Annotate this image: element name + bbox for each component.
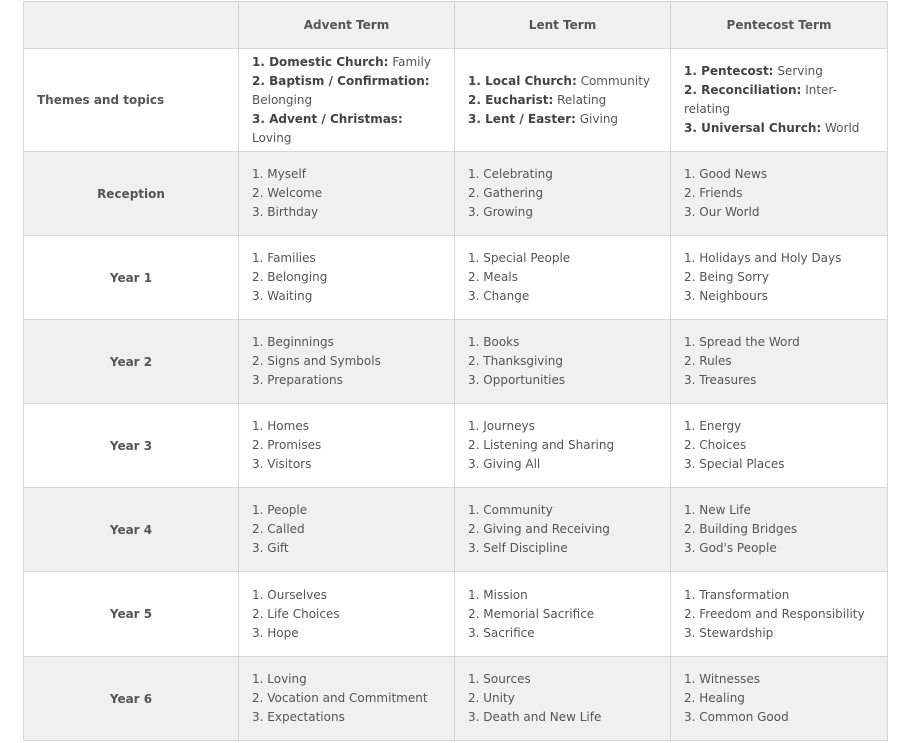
topic-item: 3. God's People (684, 541, 777, 555)
pentecost-cell (671, 404, 888, 488)
topic-item: 2. Giving and Receiving (468, 522, 610, 536)
topic-item: 2. Listening and Sharing (468, 438, 615, 452)
advent-cell (239, 404, 455, 488)
lent-cell (455, 320, 671, 404)
topic-item: 3. Neighbours (684, 289, 768, 303)
topic-item: 3. Hope (252, 625, 299, 640)
topic-item: 1. Good News (684, 167, 768, 181)
theme-item: 2. Baptism / Confirmation: Belonging (252, 73, 430, 107)
pentecost-cell (671, 572, 888, 657)
lent-cell (455, 657, 671, 741)
topic-item: 1. Holidays and Holy Days (684, 251, 842, 265)
topic-item: 3. Birthday (252, 205, 319, 219)
table-header-row (24, 2, 888, 49)
topic-item: 3. Change (468, 289, 530, 303)
lent-cell (455, 572, 671, 657)
topic-item: 1. New Life (684, 503, 751, 517)
topic-item: 3. Sacrifice (468, 625, 535, 640)
topic-item: 2. Unity (468, 691, 515, 705)
header-lent-term: Lent Term (455, 2, 671, 49)
pentecost-cell (671, 236, 888, 320)
theme-item: 2. Eucharist: Relating (468, 92, 607, 107)
pentecost-cell (671, 320, 888, 404)
themes-row (24, 49, 888, 152)
pentecost-cell (671, 152, 888, 236)
topic-item: 2. Freedom and Responsibility (684, 606, 865, 621)
table-row (24, 572, 888, 657)
theme-item: 1. Domestic Church: Family (252, 54, 431, 69)
table-row (24, 657, 888, 741)
topic-item: 3. Self Discipline (468, 541, 568, 555)
lent-cell (455, 152, 671, 236)
themes-pentecost-cell (671, 49, 888, 152)
topic-item: 1. Beginnings (252, 335, 334, 349)
topic-item: 1. Loving (252, 672, 307, 686)
topic-item: 2. Called (252, 522, 305, 536)
theme-item: 1. Local Church: Community (468, 73, 651, 88)
themes-advent-cell (239, 49, 455, 152)
row-label: Year 4 (24, 488, 239, 572)
advent-cell (239, 320, 455, 404)
topic-item: 2. Friends (684, 186, 743, 200)
header-pentecost-term: Pentecost Term (671, 2, 888, 49)
themes-lent-cell (455, 49, 671, 152)
topic-item: 1. Journeys (468, 419, 535, 433)
row-label: Year 6 (24, 657, 239, 741)
pentecost-cell (671, 657, 888, 741)
topic-item: 3. Special Places (684, 457, 785, 471)
topic-item: 2. Welcome (252, 186, 323, 200)
topic-item: 3. Stewardship (684, 625, 774, 640)
advent-cell (239, 488, 455, 572)
table-row (24, 488, 888, 572)
advent-cell (239, 152, 455, 236)
topic-item: 2. Memorial Sacrifice (468, 606, 595, 621)
topic-item: 2. Thanksgiving (468, 354, 563, 368)
table-row (24, 236, 888, 320)
table-row (24, 320, 888, 404)
topic-item: 1. Transformation (684, 587, 790, 602)
topic-item: 3. Visitors (252, 457, 312, 471)
topic-item: 1. Sources (468, 672, 531, 686)
topic-item: 3. Our World (684, 205, 760, 219)
row-label: Year 2 (24, 320, 239, 404)
topic-item: 2. Gathering (468, 186, 544, 200)
topic-item: 3. Death and New Life (468, 710, 602, 724)
themes-label: Themes and topics (24, 49, 239, 152)
topic-item: 1. People (252, 503, 308, 517)
topic-item: 2. Rules (684, 354, 732, 368)
topic-item: 2. Vocation and Commitment (252, 691, 428, 705)
topic-item: 1. Celebrating (468, 167, 553, 181)
topic-item: 3. Expectations (252, 710, 345, 724)
topic-item: 2. Building Bridges (684, 522, 798, 536)
advent-cell (239, 572, 455, 657)
lent-cell (455, 236, 671, 320)
theme-item: 1. Pentecost: Serving (684, 64, 823, 78)
topic-item: 2. Signs and Symbols (252, 354, 381, 368)
topic-item: 3. Waiting (252, 289, 313, 303)
topic-item: 2. Healing (684, 691, 745, 705)
topic-item: 2. Meals (468, 270, 518, 284)
topic-item: 1. Witnesses (684, 672, 761, 686)
theme-item: 2. Reconciliation: Inter-relating (684, 83, 837, 116)
topic-item: 2. Promises (252, 438, 322, 452)
topic-item: 1. Homes (252, 419, 309, 433)
table-row (24, 152, 888, 236)
topic-item: 1. Families (252, 251, 316, 265)
topic-item: 1. Mission (468, 587, 528, 602)
theme-item: 3. Lent / Easter: Giving (468, 111, 619, 126)
topic-item: 2. Choices (684, 438, 747, 452)
topic-item: 1. Books (468, 335, 520, 349)
topic-item: 3. Opportunities (468, 373, 566, 387)
curriculum-table (23, 1, 888, 741)
row-label: Year 1 (24, 236, 239, 320)
header-blank-cell (24, 2, 239, 49)
advent-cell (239, 657, 455, 741)
topic-item: 3. Common Good (684, 710, 789, 724)
topic-item: 3. Giving All (468, 457, 541, 471)
row-label: Reception (24, 152, 239, 236)
topic-item: 2. Being Sorry (684, 270, 769, 284)
topic-item: 1. Community (468, 503, 553, 517)
topic-item: 1. Energy (684, 419, 742, 433)
advent-cell (239, 236, 455, 320)
topic-item: 1. Ourselves (252, 587, 327, 602)
topic-item: 1. Special People (468, 251, 571, 265)
row-label: Year 3 (24, 404, 239, 488)
topic-item: 3. Gift (252, 541, 289, 555)
topic-item: 3. Growing (468, 205, 533, 219)
pentecost-cell (671, 488, 888, 572)
theme-item: 3. Universal Church: World (684, 121, 860, 135)
curriculum-table-wrapper (23, 1, 888, 741)
theme-item: 3. Advent / Christmas: Loving (252, 111, 403, 145)
lent-cell (455, 488, 671, 572)
topic-item: 1. Spread the Word (684, 335, 800, 349)
lent-cell (455, 404, 671, 488)
topic-item: 2. Life Choices (252, 606, 340, 621)
topic-item: 2. Belonging (252, 270, 328, 284)
topic-item: 3. Treasures (684, 373, 757, 387)
topic-item: 1. Myself (252, 167, 306, 181)
topic-item: 3. Preparations (252, 373, 343, 387)
table-row (24, 404, 888, 488)
row-label: Year 5 (24, 572, 239, 657)
header-advent-term: Advent Term (239, 2, 455, 49)
